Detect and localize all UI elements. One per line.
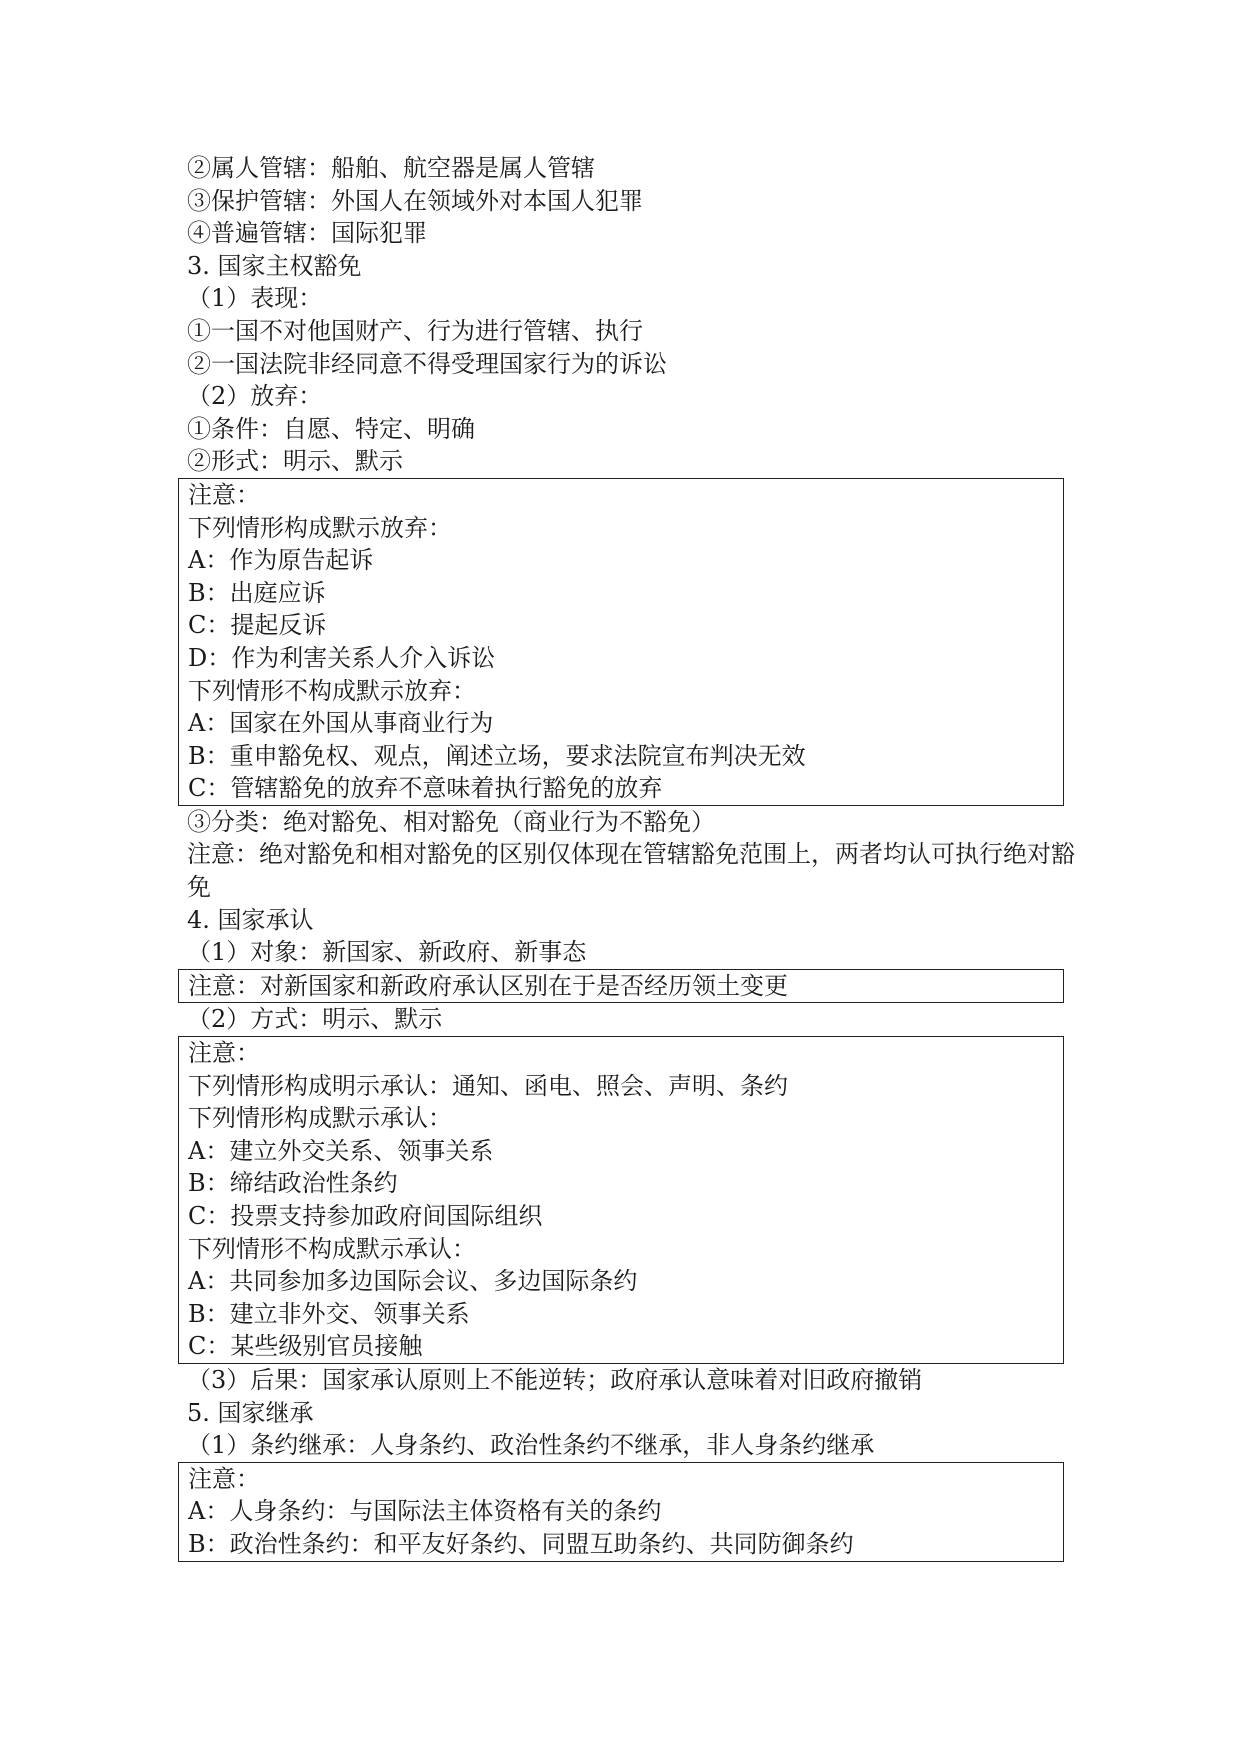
section-heading: 4. 国家承认 — [187, 905, 314, 934]
note-line: A：人身条约：与国际法主体资格有关的条约 — [188, 1497, 662, 1526]
note-line: B：建立非外交、领事关系 — [188, 1299, 470, 1328]
note-line: B：政治性条约：和平友好条约、同盟互助条约、共同防御条约 — [188, 1529, 854, 1558]
note-line: C：管辖豁免的放弃不意味着执行豁免的放弃 — [188, 774, 663, 803]
text-line: ②形式：明示、默示 — [187, 447, 403, 476]
subsection-heading: （1）对象：新国家、新政府、新事态 — [187, 938, 587, 967]
note-line: C：某些级别官员接触 — [188, 1332, 423, 1361]
note-line: 注意：对新国家和新政府承认区别在于是否经历领土变更 — [188, 971, 788, 1000]
note-box-recognition-difference — [178, 969, 1064, 1004]
subsection-heading: （1）条约继承：人身条约、政治性条约不继承，非人身条约继承 — [187, 1431, 875, 1460]
note-box-recognition-methods — [178, 1036, 1064, 1364]
note-line: 下列情形构成默示承认： — [188, 1104, 452, 1133]
text-line: ③保护管辖：外国人在领域外对本国人犯罪 — [187, 186, 643, 215]
note-line: 下列情形不构成默示放弃： — [188, 676, 476, 705]
subsection-heading: （1）表现： — [187, 284, 323, 313]
document-body — [187, 152, 1075, 1562]
note-line: B：缔结政治性条约 — [188, 1169, 398, 1198]
note-box-treaty-succession — [178, 1462, 1064, 1562]
text-line: ①条件：自愿、特定、明确 — [187, 414, 475, 443]
subsection-heading: （2）放弃： — [187, 382, 323, 411]
text-line: ③分类：绝对豁免、相对豁免（商业行为不豁免） — [187, 807, 715, 836]
note-line: 下列情形不构成默示承认： — [188, 1234, 476, 1263]
note-line: D：作为利害关系人介入诉讼 — [188, 643, 496, 672]
text-line: ④普遍管辖：国际犯罪 — [187, 219, 427, 248]
note-line: 注意： — [188, 480, 260, 509]
note-line: C：投票支持参加政府间国际组织 — [188, 1202, 543, 1230]
note-line: 下列情形构成默示放弃： — [188, 513, 452, 542]
section-heading: 3. 国家主权豁免 — [187, 251, 362, 280]
section-heading: 5. 国家继承 — [187, 1398, 314, 1427]
text-line: ①一国不对他国财产、行为进行管辖、执行 — [187, 316, 643, 345]
subsection-heading: （2）方式：明示、默示 — [187, 1005, 443, 1034]
note-line: A：作为原告起诉 — [188, 546, 374, 575]
note-line: 下列情形构成明示承认：通知、函电、照会、声明、条约 — [188, 1071, 788, 1100]
note-line: B：出庭应诉 — [188, 578, 326, 607]
note-line: A：国家在外国从事商业行为 — [188, 709, 494, 738]
note-line: 注意： — [188, 1464, 260, 1493]
note-line: 注意： — [188, 1039, 260, 1068]
note-line: A：共同参加多边国际会议、多边国际条约 — [188, 1267, 638, 1296]
text-line: ②一国法院非经同意不得受理国家行为的诉讼 — [187, 349, 667, 378]
note-box-waiver — [178, 478, 1064, 806]
note-line: A：建立外交关系、领事关系 — [188, 1136, 494, 1165]
note-line: B：重申豁免权、观点，阐述立场，要求法院宣布判决无效 — [188, 741, 806, 770]
note-line: C：提起反诉 — [188, 611, 327, 640]
text-line: ②属人管辖：船舶、航空器是属人管辖 — [187, 154, 595, 182]
subsection-heading: （3）后果：国家承认原则上不能逆转；政府承认意味着对旧政府撤销 — [187, 1365, 923, 1394]
note-paragraph: 注意：绝对豁免和相对豁免的区别仅体现在管辖豁免范围上，两者均认可执行绝对豁免 — [187, 840, 1075, 902]
